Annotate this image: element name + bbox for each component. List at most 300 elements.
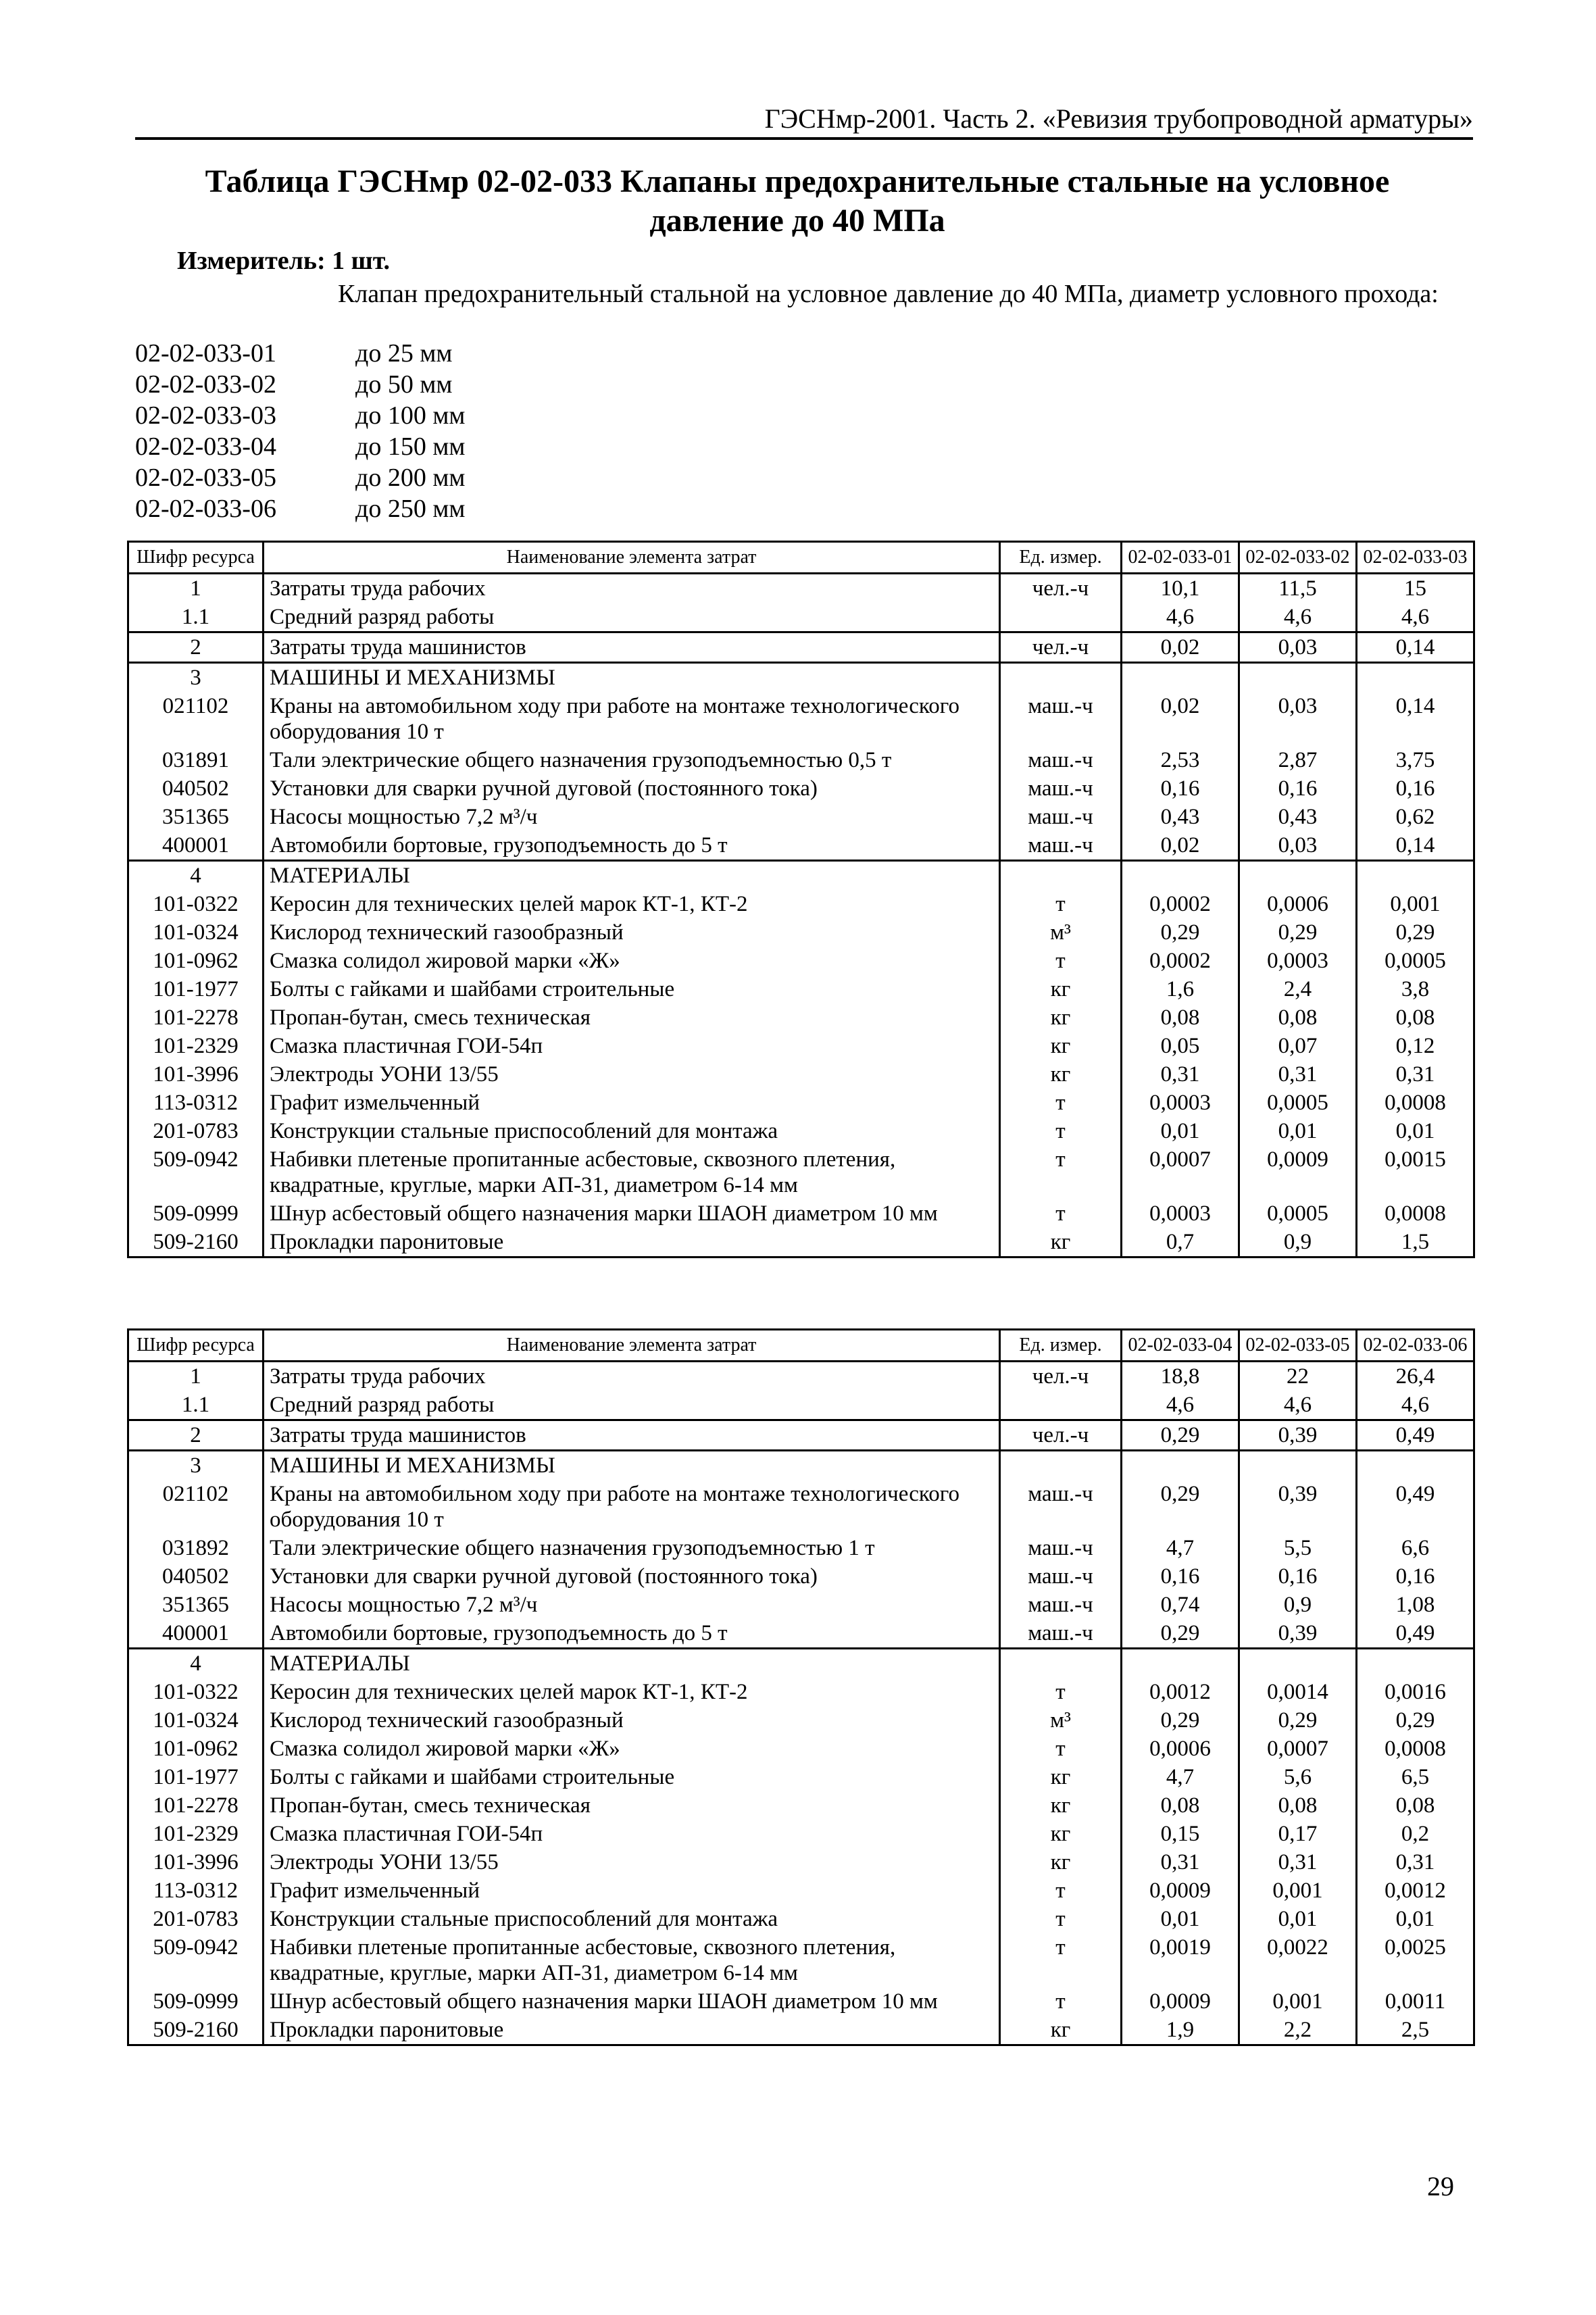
cell-value (1122, 1451, 1239, 1480)
code-list-code: 02-02-033-06 (135, 495, 276, 523)
cell-unit: т (1000, 947, 1122, 975)
cell-value: 2,5 (1357, 2016, 1474, 2045)
cell-value: 0,31 (1239, 1848, 1357, 1876)
cell-value: 0,0006 (1239, 890, 1357, 918)
cell-unit (1000, 1391, 1122, 1420)
cell-value (1122, 663, 1239, 693)
page-header: ГЭСНмр-2001. Часть 2. «Ревизия трубопроводной арматуры» (135, 103, 1473, 140)
cell-value: 4,6 (1122, 603, 1239, 632)
table-row (128, 1145, 1474, 1199)
code-list (135, 338, 465, 524)
norms-table-1 (127, 541, 1475, 1258)
cell-value: 0,08 (1122, 1003, 1239, 1032)
cell-name: Смазка пластичная ГОИ-54п (264, 1032, 1000, 1060)
cell-value: 0,0003 (1122, 1199, 1239, 1228)
cell-unit: маш.-ч (1000, 1562, 1122, 1591)
cell-value: 0,0003 (1122, 1089, 1239, 1117)
cell-name: Смазка солидол жировой марки «Ж» (264, 947, 1000, 975)
cell-value: 0,74 (1122, 1591, 1239, 1619)
table-row (128, 1060, 1474, 1089)
cell-value: 0,12 (1357, 1032, 1474, 1060)
cell-value: 10,1 (1122, 574, 1239, 603)
cell-value: 0,49 (1357, 1480, 1474, 1534)
table-row (128, 1763, 1474, 1791)
cell-value: 0,14 (1357, 632, 1474, 663)
code-list-item (135, 431, 465, 462)
cell-value (1239, 861, 1357, 891)
cell-value: 0,08 (1122, 1791, 1239, 1820)
cell-unit: т (1000, 1933, 1122, 1987)
cell-name: Набивки плетеные пропитанные асбестовые, сквозного плетения, квадратные, круглые, марки АП-31, диаметром 6-14 мм (264, 1145, 1000, 1199)
cell-code: 031891 (128, 746, 264, 774)
cell-value: 6,6 (1357, 1534, 1474, 1562)
cell-unit: т (1000, 1117, 1122, 1145)
table-row (128, 1933, 1474, 1987)
cell-value: 0,31 (1357, 1848, 1474, 1876)
cell-value: 0,16 (1357, 1562, 1474, 1591)
cell-value: 0,43 (1239, 803, 1357, 831)
cell-unit: чел.-ч (1000, 1362, 1122, 1391)
cell-name: Прокладки паронитовые (264, 2016, 1000, 2045)
cell-value: 22 (1239, 1362, 1357, 1391)
table-row (128, 1649, 1474, 1678)
cell-unit: кг (1000, 1848, 1122, 1876)
cell-name: Тали электрические общего назначения грузоподъемностью 0,5 т (264, 746, 1000, 774)
description: Клапан предохранительный стальной на условное давление до 40 МПа, диаметр условного прохода: (338, 280, 1439, 308)
cell-value: 0,39 (1239, 1480, 1357, 1534)
cell-code: 101-2329 (128, 1032, 264, 1060)
cell-name: Болты с гайками и шайбами строительные (264, 1763, 1000, 1791)
cell-value: 2,4 (1239, 975, 1357, 1003)
cell-unit: т (1000, 1876, 1122, 1905)
cell-code: 101-0322 (128, 1678, 264, 1706)
cell-value: 0,29 (1239, 918, 1357, 947)
cell-code: 040502 (128, 774, 264, 803)
table-row (128, 1199, 1474, 1228)
cell-value: 0,16 (1239, 1562, 1357, 1591)
cell-value: 0,29 (1239, 1706, 1357, 1735)
cell-name: Электроды УОНИ 13/55 (264, 1060, 1000, 1089)
cell-code: 101-2278 (128, 1791, 264, 1820)
cell-code: 509-0999 (128, 1987, 264, 2016)
cell-value: 0,001 (1357, 890, 1474, 918)
table-row (128, 1089, 1474, 1117)
cell-unit: маш.-ч (1000, 803, 1122, 831)
cell-value (1357, 1649, 1474, 1678)
cell-value: 0,01 (1122, 1117, 1239, 1145)
code-list-code: 02-02-033-01 (135, 339, 276, 368)
cell-value: 0,0025 (1357, 1933, 1474, 1987)
cell-value: 0,0011 (1357, 1987, 1474, 2016)
cell-code: 040502 (128, 1562, 264, 1591)
cell-name: Конструкции стальные приспособлений для монтажа (264, 1905, 1000, 1933)
cell-name: Затраты труда машинистов (264, 632, 1000, 663)
cell-name: Пропан-бутан, смесь техническая (264, 1791, 1000, 1820)
cell-code: 101-0962 (128, 947, 264, 975)
cell-name: Тали электрические общего назначения грузоподъемностью 1 т (264, 1534, 1000, 1562)
cell-code: 021102 (128, 692, 264, 746)
table-header-row (128, 542, 1474, 574)
table-row (128, 831, 1474, 861)
cell-unit: маш.-ч (1000, 1619, 1122, 1649)
code-list-label: до 200 мм (355, 464, 466, 492)
code-list-item (135, 462, 465, 493)
cell-unit: кг (1000, 1003, 1122, 1032)
code-list-item (135, 369, 465, 400)
cell-value (1239, 1649, 1357, 1678)
cell-unit: т (1000, 1735, 1122, 1763)
cell-value: 0,29 (1122, 1619, 1239, 1649)
cell-code: 113-0312 (128, 1876, 264, 1905)
header-name: Наименование элемента затрат (264, 542, 1000, 574)
cell-value: 0,14 (1357, 692, 1474, 746)
cell-value: 4,6 (1357, 603, 1474, 632)
cell-code: 509-0999 (128, 1199, 264, 1228)
cell-code: 101-0324 (128, 1706, 264, 1735)
cell-value (1239, 1451, 1357, 1480)
cell-unit: т (1000, 1089, 1122, 1117)
norms-table-2 (127, 1328, 1475, 2046)
cell-value: 4,6 (1239, 1391, 1357, 1420)
cell-name: Прокладки паронитовые (264, 1228, 1000, 1258)
cell-name: МАШИНЫ И МЕХАНИЗМЫ (264, 1451, 1000, 1480)
cell-value: 0,01 (1357, 1117, 1474, 1145)
table-row (128, 1706, 1474, 1735)
cell-value: 0,49 (1357, 1619, 1474, 1649)
cell-value: 0,0008 (1357, 1199, 1474, 1228)
table-row (128, 947, 1474, 975)
cell-name: Керосин для технических целей марок КТ-1, КТ-2 (264, 890, 1000, 918)
cell-value: 0,31 (1357, 1060, 1474, 1089)
table-row (128, 574, 1474, 603)
code-list-code: 02-02-033-03 (135, 401, 276, 430)
cell-value: 0,0005 (1357, 947, 1474, 975)
table-title-line1: Таблица ГЭСНмр 02-02-033 Клапаны предохранительные стальные на условное (205, 164, 1390, 199)
cell-value (1357, 663, 1474, 693)
header-col-6: 02-02-033-06 (1357, 1330, 1474, 1362)
cell-value: 0,02 (1122, 692, 1239, 746)
cell-value: 0,0014 (1239, 1678, 1357, 1706)
cell-value: 0,01 (1239, 1117, 1357, 1145)
cell-code: 509-2160 (128, 2016, 264, 2045)
cell-value (1122, 1649, 1239, 1678)
cell-value: 0,14 (1357, 831, 1474, 861)
cell-name: Средний разряд работы (264, 1391, 1000, 1420)
cell-unit: чел.-ч (1000, 632, 1122, 663)
table-row (128, 774, 1474, 803)
cell-value: 6,5 (1357, 1763, 1474, 1791)
cell-value: 11,5 (1239, 574, 1357, 603)
cell-value: 1,08 (1357, 1591, 1474, 1619)
cell-value: 0,03 (1239, 831, 1357, 861)
cell-value: 0,0019 (1122, 1933, 1239, 1987)
header-col-4: 02-02-033-04 (1122, 1330, 1239, 1362)
cell-code: 400001 (128, 831, 264, 861)
cell-unit: кг (1000, 1763, 1122, 1791)
cell-name: Краны на автомобильном ходу при работе на монтаже технологического оборудования 10 т (264, 692, 1000, 746)
cell-value: 0,16 (1357, 774, 1474, 803)
table-row (128, 1905, 1474, 1933)
table-row (128, 663, 1474, 693)
cell-name: Смазка пластичная ГОИ-54п (264, 1820, 1000, 1848)
table-title-line2: давление до 40 МПа (649, 203, 945, 239)
cell-name: Насосы мощностью 7,2 м³/ч (264, 1591, 1000, 1619)
code-list-code: 02-02-033-05 (135, 464, 276, 492)
cell-value: 0,0015 (1357, 1145, 1474, 1199)
table-row (128, 2016, 1474, 2045)
cell-value: 0,03 (1239, 692, 1357, 746)
cell-value: 0,01 (1122, 1905, 1239, 1933)
table-row (128, 1117, 1474, 1145)
code-list-item (135, 338, 465, 369)
cell-value: 1,5 (1357, 1228, 1474, 1258)
cell-unit: маш.-ч (1000, 1480, 1122, 1534)
cell-unit: чел.-ч (1000, 1420, 1122, 1451)
cell-unit: маш.-ч (1000, 774, 1122, 803)
cell-value (1239, 663, 1357, 693)
cell-unit: маш.-ч (1000, 746, 1122, 774)
cell-value: 0,0005 (1239, 1199, 1357, 1228)
cell-value: 0,62 (1357, 803, 1474, 831)
cell-value: 3,8 (1357, 975, 1474, 1003)
cell-value: 0,29 (1122, 1480, 1239, 1534)
cell-value: 0,29 (1122, 918, 1239, 947)
header-col-5: 02-02-033-05 (1239, 1330, 1357, 1362)
cell-value: 0,29 (1122, 1420, 1239, 1451)
table-row (128, 1562, 1474, 1591)
cell-value: 0,0022 (1239, 1933, 1357, 1987)
cell-unit: т (1000, 1905, 1122, 1933)
cell-code: 101-0324 (128, 918, 264, 947)
cell-name: МАШИНЫ И МЕХАНИЗМЫ (264, 663, 1000, 693)
cell-value: 0,0006 (1122, 1735, 1239, 1763)
cell-name: Затраты труда машинистов (264, 1420, 1000, 1451)
table-row (128, 1619, 1474, 1649)
cell-unit: кг (1000, 1820, 1122, 1848)
cell-code: 509-0942 (128, 1145, 264, 1199)
cell-value: 4,6 (1239, 603, 1357, 632)
cell-name: Болты с гайками и шайбами строительные (264, 975, 1000, 1003)
cell-value: 4,6 (1122, 1391, 1239, 1420)
cell-unit: т (1000, 1987, 1122, 2016)
cell-code: 4 (128, 1649, 264, 1678)
cell-unit: м³ (1000, 918, 1122, 947)
table-title (135, 162, 1460, 241)
table-row (128, 1534, 1474, 1562)
cell-value: 0,0007 (1239, 1735, 1357, 1763)
cell-code: 2 (128, 1420, 264, 1451)
cell-value: 1,6 (1122, 975, 1239, 1003)
cell-code: 351365 (128, 1591, 264, 1619)
table-row (128, 1032, 1474, 1060)
cell-value: 3,75 (1357, 746, 1474, 774)
cell-unit: кг (1000, 1791, 1122, 1820)
table-row (128, 603, 1474, 632)
cell-code: 101-0962 (128, 1735, 264, 1763)
code-list-label: до 25 мм (355, 339, 453, 368)
cell-value: 0,08 (1357, 1003, 1474, 1032)
cell-value: 0,39 (1239, 1420, 1357, 1451)
cell-unit: кг (1000, 1228, 1122, 1258)
cell-value: 0,16 (1122, 774, 1239, 803)
table-row (128, 746, 1474, 774)
code-list-item (135, 400, 465, 431)
cell-name: Средний разряд работы (264, 603, 1000, 632)
cell-value: 4,6 (1357, 1391, 1474, 1420)
cell-value: 2,2 (1239, 2016, 1357, 2045)
header-unit: Ед. измер. (1000, 542, 1122, 574)
table-row (128, 1228, 1474, 1258)
cell-code: 1 (128, 1362, 264, 1391)
cell-value: 0,07 (1239, 1032, 1357, 1060)
cell-value: 4,7 (1122, 1763, 1239, 1791)
cell-value: 0,03 (1239, 632, 1357, 663)
cell-name: Кислород технический газообразный (264, 918, 1000, 947)
cell-code: 1.1 (128, 603, 264, 632)
cell-code: 201-0783 (128, 1905, 264, 1933)
cell-unit (1000, 861, 1122, 891)
cell-value: 0,15 (1122, 1820, 1239, 1848)
code-list-code: 02-02-033-02 (135, 370, 276, 399)
cell-name: Автомобили бортовые, грузоподъемность до 5 т (264, 831, 1000, 861)
cell-name: Графит измельченный (264, 1876, 1000, 1905)
cell-unit (1000, 1451, 1122, 1480)
table-row (128, 632, 1474, 663)
cell-name: МАТЕРИАЛЫ (264, 861, 1000, 891)
table-row (128, 1820, 1474, 1848)
cell-value: 0,0009 (1122, 1987, 1239, 2016)
cell-value: 0,16 (1122, 1562, 1239, 1591)
cell-value: 26,4 (1357, 1362, 1474, 1391)
cell-unit: т (1000, 890, 1122, 918)
cell-value: 0,29 (1357, 1706, 1474, 1735)
cell-name: Затраты труда рабочих (264, 574, 1000, 603)
cell-name: МАТЕРИАЛЫ (264, 1649, 1000, 1678)
cell-value: 5,6 (1239, 1763, 1357, 1791)
cell-value (1357, 861, 1474, 891)
cell-value: 0,31 (1239, 1060, 1357, 1089)
cell-code: 101-3996 (128, 1848, 264, 1876)
table-header-row (128, 1330, 1474, 1362)
cell-name: Затраты труда рабочих (264, 1362, 1000, 1391)
cell-code: 509-0942 (128, 1933, 264, 1987)
cell-value: 0,08 (1239, 1003, 1357, 1032)
cell-value: 0,0007 (1122, 1145, 1239, 1199)
table-row (128, 975, 1474, 1003)
cell-value: 0,29 (1122, 1706, 1239, 1735)
code-list-label: до 50 мм (355, 370, 453, 399)
header-unit: Ед. измер. (1000, 1330, 1122, 1362)
cell-unit: маш.-ч (1000, 1534, 1122, 1562)
cell-value (1122, 861, 1239, 891)
table-row (128, 1735, 1474, 1763)
table-row (128, 1591, 1474, 1619)
table-row (128, 1678, 1474, 1706)
code-list-label: до 250 мм (355, 495, 466, 523)
cell-value: 0,0012 (1122, 1678, 1239, 1706)
cell-value: 0,31 (1122, 1060, 1239, 1089)
cell-name: Конструкции стальные приспособлений для монтажа (264, 1117, 1000, 1145)
cell-value: 0,0008 (1357, 1089, 1474, 1117)
table-row (128, 1003, 1474, 1032)
cell-code: 400001 (128, 1619, 264, 1649)
table-row (128, 692, 1474, 746)
cell-value: 0,0012 (1357, 1876, 1474, 1905)
cell-name: Установки для сварки ручной дуговой (постоянного тока) (264, 774, 1000, 803)
cell-value: 0,17 (1239, 1820, 1357, 1848)
cell-value: 1,9 (1122, 2016, 1239, 2045)
cell-unit: кг (1000, 1060, 1122, 1089)
cell-code: 4 (128, 861, 264, 891)
cell-value: 0,0002 (1122, 947, 1239, 975)
measure-unit: Измеритель: 1 шт. (177, 247, 391, 275)
header-name: Наименование элемента затрат (264, 1330, 1000, 1362)
cell-value: 0,7 (1122, 1228, 1239, 1258)
cell-name: Установки для сварки ручной дуговой (постоянного тока) (264, 1562, 1000, 1591)
cell-value: 2,53 (1122, 746, 1239, 774)
cell-value: 0,39 (1239, 1619, 1357, 1649)
cell-code: 101-1977 (128, 975, 264, 1003)
table-row (128, 1876, 1474, 1905)
cell-code: 101-1977 (128, 1763, 264, 1791)
cell-value: 0,9 (1239, 1228, 1357, 1258)
cell-value: 0,0005 (1239, 1089, 1357, 1117)
cell-code: 3 (128, 1451, 264, 1480)
cell-unit (1000, 663, 1122, 693)
cell-name: Керосин для технических целей марок КТ-1, КТ-2 (264, 1678, 1000, 1706)
table-row (128, 1480, 1474, 1534)
cell-unit: т (1000, 1199, 1122, 1228)
cell-value: 4,7 (1122, 1534, 1239, 1562)
header-col-2: 02-02-033-02 (1239, 542, 1357, 574)
cell-value: 0,9 (1239, 1591, 1357, 1619)
cell-name: Набивки плетеные пропитанные асбестовые, сквозного плетения, квадратные, круглые, марки АП-31, диаметром 6-14 мм (264, 1933, 1000, 1987)
cell-value: 0,49 (1357, 1420, 1474, 1451)
cell-value: 0,0009 (1239, 1145, 1357, 1199)
cell-code: 2 (128, 632, 264, 663)
table-row (128, 861, 1474, 891)
cell-value: 0,16 (1239, 774, 1357, 803)
cell-code: 351365 (128, 803, 264, 831)
cell-unit: кг (1000, 975, 1122, 1003)
cell-value: 5,5 (1239, 1534, 1357, 1562)
cell-value: 0,0008 (1357, 1735, 1474, 1763)
cell-unit (1000, 1649, 1122, 1678)
cell-unit: кг (1000, 1032, 1122, 1060)
cell-unit (1000, 603, 1122, 632)
cell-value: 0,0003 (1239, 947, 1357, 975)
table-row (128, 1987, 1474, 2016)
cell-code: 201-0783 (128, 1117, 264, 1145)
cell-name: Автомобили бортовые, грузоподъемность до 5 т (264, 1619, 1000, 1649)
table-row (128, 1848, 1474, 1876)
cell-value: 15 (1357, 574, 1474, 603)
cell-unit: кг (1000, 2016, 1122, 2045)
table-row (128, 1791, 1474, 1820)
header-code: Шифр ресурса (128, 542, 264, 574)
cell-value: 0,01 (1239, 1905, 1357, 1933)
cell-value: 0,05 (1122, 1032, 1239, 1060)
cell-value: 0,02 (1122, 831, 1239, 861)
cell-value: 0,0009 (1122, 1876, 1239, 1905)
table-row (128, 1420, 1474, 1451)
code-list-label: до 100 мм (355, 401, 466, 430)
code-list-label: до 150 мм (355, 432, 466, 461)
cell-value: 0,001 (1239, 1876, 1357, 1905)
table-row (128, 918, 1474, 947)
cell-name: Кислород технический газообразный (264, 1706, 1000, 1735)
cell-code: 101-0322 (128, 890, 264, 918)
